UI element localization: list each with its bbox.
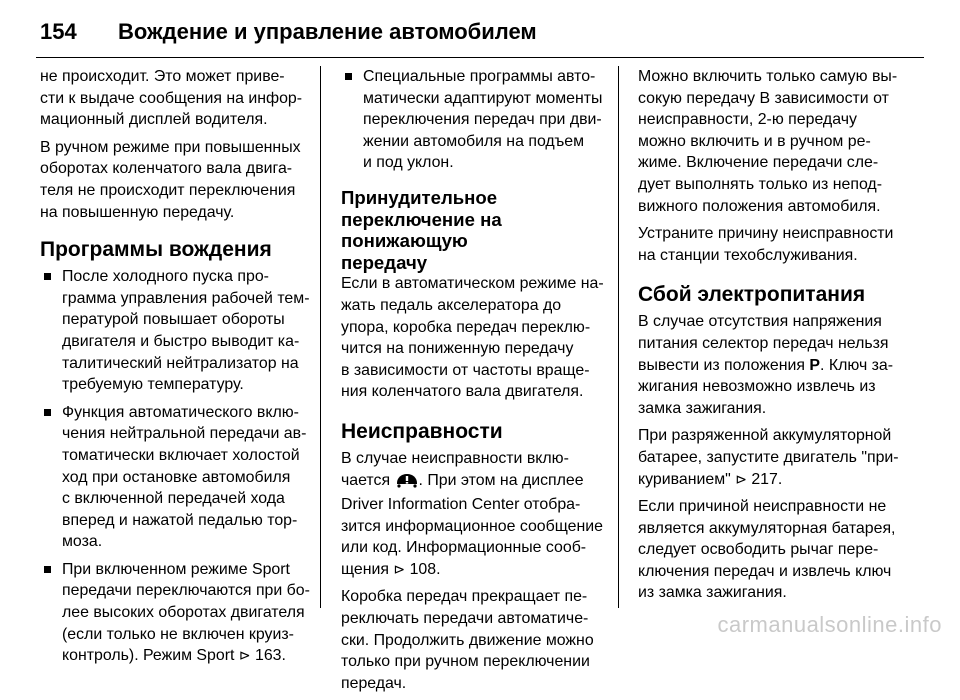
page-reference-link[interactable]: 108. (409, 560, 441, 578)
paragraph: Если в автоматическом режиме на- жать педаль акселератора до упора, коробка передач переклю- чится на пониженную передачу в зависимости от частоты враще- ния коленчатого вала двигателя. (341, 275, 604, 401)
page-header (40, 14, 537, 50)
section-heading-driving-programs: Программы вождения (40, 238, 272, 262)
page-reference-icon: ⊳ (393, 560, 406, 577)
list-item-text: При включенном режиме Sport передачи переключаются при бо- лее высоких оборотах двигателя (если только не включен круиз- контроль). Режим Sport (62, 560, 310, 665)
list-item: После холодного пуска про- грамма управления рабочей тем- пературой повышает обороты двигателя и быстро выводит ка- талитический нейтрализатор на требуемую температуру. (40, 266, 318, 396)
paragraph-text: При разряженной аккумуляторной батарее, запустите двигатель "при- куриванием" (638, 427, 899, 488)
page-title: Вождение и управление автомобилем (118, 19, 537, 44)
paragraph-text: В случае отсутствия напряжения питания селектор передач нельзя вывести из положения (638, 313, 889, 374)
subheading-forced-downshift: Принудительное переключение на понижающую передачу (341, 186, 502, 273)
gear-position-p: P (809, 356, 821, 374)
section-heading-faults: Неисправности (341, 419, 503, 443)
list-item (40, 559, 318, 667)
column-divider-2 (618, 66, 619, 608)
paragraph: Можно включить только самую вы- сокую передачу В зависимости от неисправности, 2-ю передачу можно включить и в ручном ре- жиме. Включение передачи сле- дует выполнять только из непод- вижного положения автомобиля. (638, 68, 898, 215)
column-1 (40, 66, 318, 673)
page-number: 154 (40, 19, 77, 44)
page-reference-icon: ⊳ (735, 470, 747, 487)
paragraph (638, 311, 912, 419)
page-reference-link[interactable]: 163. (254, 647, 286, 665)
paragraph-text: В случае неисправности вклю- чается (341, 449, 569, 489)
column-divider-1 (320, 66, 321, 608)
bullet-list (341, 66, 615, 174)
paragraph (638, 425, 912, 490)
page-reference-link[interactable]: 217. (751, 470, 783, 488)
paragraph: не происходит. Это может приве- сти к выдаче сообщения на инфор- мационный дисплей водителя. (40, 68, 303, 129)
paragraph (341, 448, 615, 581)
paragraph: В ручном режиме при повышенных оборотах коленчатого вала двига- теля не происходит переключения на повышенную передачу. (40, 138, 301, 221)
watermark: carmanualsonline.info (717, 612, 942, 637)
bullet-list (40, 266, 318, 667)
paragraph: Если причиной неисправности не является аккумуляторная батарея, следует освободить рычаг пере- ключения передач и извлечь ключ из замка зажигания. (638, 498, 896, 602)
paragraph-text: . При этом на дисплее Driver Information Center отобра- зится информационное сообщение или код. Информационные сооб- щения (341, 471, 603, 578)
transmission-warning-icon (396, 472, 418, 495)
page-reference-icon: ⊳ (238, 647, 251, 664)
paragraph: Устраните причину неисправности на станции техобслуживания. (638, 225, 894, 264)
column-3 (638, 66, 912, 610)
header-divider (36, 57, 924, 58)
column-2 (341, 66, 615, 700)
section-heading-power-failure: Сбой электропитания (638, 283, 866, 307)
list-item: Специальные программы авто- матически адаптируют моменты переключения передач при дви- жении автомобиля на подъем и под уклон. (341, 66, 615, 174)
paragraph-text: . Ключ за- жигания невозможно извлечь из замка зажигания. (638, 356, 894, 417)
paragraph: Коробка передач прекращает пе- реключать передачи автоматиче- ски. Продолжить движение можно только при ручном переключении передач. (341, 588, 594, 692)
list-item: Функция автоматического вклю- чения нейтральной передачи ав- томатически включает холостой ход при остановке автомобиля с включенной передачей хода вперед и нажатой педалью тор- моза. (40, 402, 318, 553)
